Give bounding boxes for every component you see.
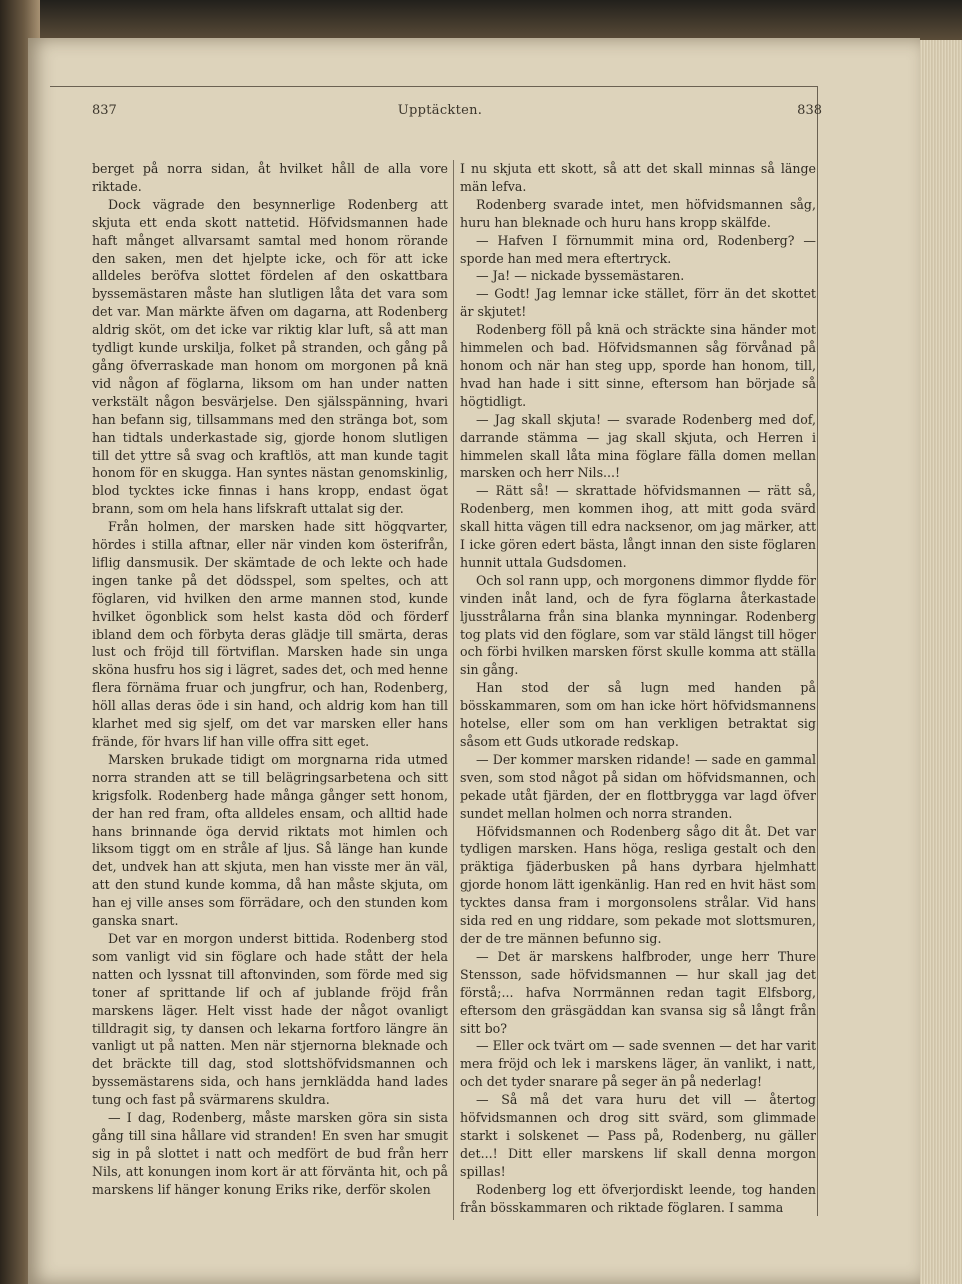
- paragraph: — Ja! — nickade byssemästaren.: [476, 268, 685, 284]
- book-page-edges: [914, 40, 962, 1284]
- paragraph: — Det är marskens halfbroder, unge herr Thure Stensson, sade höfvidsmannen — hur skall jag det förstå;... hafva Norrmännen redan tagit Elfsborg, eftersom den gräsgäddan kan svansa sig så långt från sitt bo?: [460, 948, 816, 1036]
- paragraph: — Rätt så! — skrattade höfvidsmannen — rätt så, Rodenberg, men kommen ihog, att mitt goda svärd skall hitta vägen till edra nacksenor, om jag märker, att I icke gören edert bästa, långt innan den siste föglaren hunnit uttala Gudsdomen.: [460, 483, 816, 570]
- paragraph: — Jag skall skjuta! — svarade Rodenberg med dof, darrande stämma — jag skall skjuta, och Herren i himmelen skall låta mina föglare fälla domen mellan marsken och herr Nils...!: [460, 411, 816, 481]
- paragraph: — Så må det vara huru det vill — återtog höfvidsmannen och drog sitt svärd, som glimmade starkt i solskenet — Pass på, Rodenberg, nu gäller det...! Ditt eller marskens lif skall denna morgon spillas!: [460, 1092, 816, 1179]
- book-top-edge: [0, 0, 962, 40]
- paragraph: — Der kommer marsken ridande! — sade en gammal sven, som stod något på sidan om höfvidsmannen, och pekade utåt fjärden, der en flottbrygga var lagd öfver sundet mellan holmen och norra stranden.: [460, 751, 816, 821]
- paragraph: Rodenberg föll på knä och sträckte sina händer mot himmelen och bad. Höfvidsmannen såg förvånad på honom och när han steg upp, sporde han honom, till, hvad han hade i sitt sinne, eftersom han började så högtidligt.: [460, 322, 816, 409]
- paragraph: Höfvidsmannen och Rodenberg sågo dit åt. Det var tydligen marsken. Hans höga, resliga gestalt och den präktiga fjäderbusken på hans dyrbara hjelmhatt gjorde honom lätt igenkänlig. Han red en hvit häst som tycktes dansa fram i morgonsolens strålar. Vid hans sida red en ung riddare, som pekade mot slottsmuren, der de tre männen befunno sig.: [460, 823, 816, 946]
- column-divider: [453, 160, 454, 1220]
- paragraph: — Godt! Jag lemnar icke stället, förr än det skottet är skjutet!: [460, 286, 816, 320]
- paragraph: Rodenberg log ett öfverjordiskt leende, tog handen från bösskammaren och riktade föglaren. I samma: [460, 1181, 816, 1215]
- page-frame-right-rule: [817, 86, 818, 1216]
- paragraph: Dock vägrade den besynnerlige Rodenberg att skjuta ett enda skott nattetid. Höfvidsmannen hade haft månget allvarsamt samtal med honom rörande den saken, men det hjelpte icke, och för att icke alldeles beröfva slottet fördelen af den oskattbara byssemästaren måste han slutligen låta det vara som det var. Man märkte äfven om dagarna, att Rodenberg aldrig sköt, om det icke var riktig klar luft, så att man tydligt kunde urskilja, folket på stranden, och gång på gång öfverraskade man honom om morgonen på knä vid någon af föglarna, liksom om han under natten verkstält någon besvärjelse. Den själsspänning, hvari han befann sig, tillsammans med den stränga bot, som han tidtals underkastade sig, gjorde honom slutligen till det yttre så svag och kraftlös, att man kunde tagit honom för en skugga. Han syntes nästan genomskinlig, blod tycktes icke finnas i hans kropp, endast ögat brann, som om hela hans lifskraft uttalat sig der.: [92, 196, 448, 517]
- page-number-right: 838: [797, 103, 822, 118]
- left-column: [92, 160, 448, 1199]
- paragraph: I nu skjuta ett skott, så att det skall minnas så länge män lefva.: [460, 161, 816, 194]
- paragraph: — I dag, Rodenberg, måste marsken göra sin sista gång till sina hållare vid stranden! En sven har smugit sig in på slottet i natt och medfört de bud från herr Nils, att konungen inom kort är att förvänta hit, och på marskens lif hänger konung Eriks rike, derför skolen: [92, 1110, 448, 1197]
- right-column: [460, 160, 816, 1216]
- paragraph: Marsken brukade tidigt om morgnarna rida utmed norra stranden att se till belägringsarbetena och sitt krigsfolk. Rodenberg hade många gånger sett honom, der han red fram, ofta alldeles ensam, och alltid hade hans brinnande öga dervid riktats mot himlen och liksom tiggt om en stråle af ljus. Så länge han kunde det, undvek han att skjuta, men han visste mer än väl, att den stund kunde komma, då han måste skjuta, om han ej ville anses som förrädare, och den stunden kom ganska snart.: [92, 751, 448, 929]
- paragraph: Och sol rann upp, och morgonens dimmor flydde för vinden inåt land, och de fyra föglarna återkastade ljusstrålarna från sina blanka mynningar. Rodenberg tog plats vid den föglare, som var stäld längst till höger och förbi hvilken marsken först skulle komma att ställa sin gång.: [460, 572, 816, 678]
- paragraph: — Hafven I förnummit mina ord, Rodenberg? — sporde han med mera eftertryck.: [460, 232, 816, 266]
- paragraph: berget på norra sidan, åt hvilket håll de alla vore riktade.: [92, 161, 448, 194]
- paragraph: Det var en morgon underst bittida. Rodenberg stod som vanligt vid sin föglare och hade stått der hela natten och lyssnat till aftonvinden, som förde med sig toner af sprittande lif och af jublande fröjd från marskens läger. Helt visst hade der något ovanligt tilldragit sig, ty dansen och lekarna fortforo längre än vanligt ut på natten. Men när stjernorna bleknade och det bräckte till dag, stod slottshöfvidsmannen och byssemästarens sida, och hans jernklädda hand lades tung och fast på svärmarens skuldra.: [92, 930, 448, 1108]
- running-title: Upptäckten.: [397, 103, 483, 118]
- paragraph: Han stod der så lugn med handen på bösskammaren, som om han icke hört höfvidsmannens hotelse, eller som om han verkligen betraktat sig såsom ett Guds utkorade redskap.: [460, 680, 816, 749]
- running-header: [60, 93, 820, 117]
- paragraph: Rodenberg svarade intet, men höfvidsmannen såg, huru han bleknade och huru hans kropp skälfde.: [460, 196, 816, 230]
- paragraph: — Eller ock tvärt om — sade svennen — det har varit mera fröjd och lek i marskens läger, än vanlikt, i natt, och det tyder snarare på seger än på nederlag!: [460, 1038, 816, 1090]
- paragraph: Från holmen, der marsken hade sitt högqvarter, hördes i stilla aftnar, eller när vinden kom österifrån, liflig dansmusik. Der skämtade de och lekte och hade ingen tanke på det dödsspel, som speltes, och att föglaren, vid hvilken den arme mannen stod, kunde hvilket ögonblick som helst kasta död och förderf ibland dem och förbyta deras glädje till smärta, deras lust och fröjd till förtviflan. Marsken hade sin unga sköna husfru hos sig i lägret, sades det, och med henne flera förnäma fruar och jungfrur, och han, Rodenberg, höll allas deras öde i sin hand, och aldrig kom han till klarhet med sig sjelf, om det var marsken eller hans frände, för hvars lif han ville offra sitt eget.: [92, 519, 448, 749]
- page-number-left: 837: [92, 103, 117, 118]
